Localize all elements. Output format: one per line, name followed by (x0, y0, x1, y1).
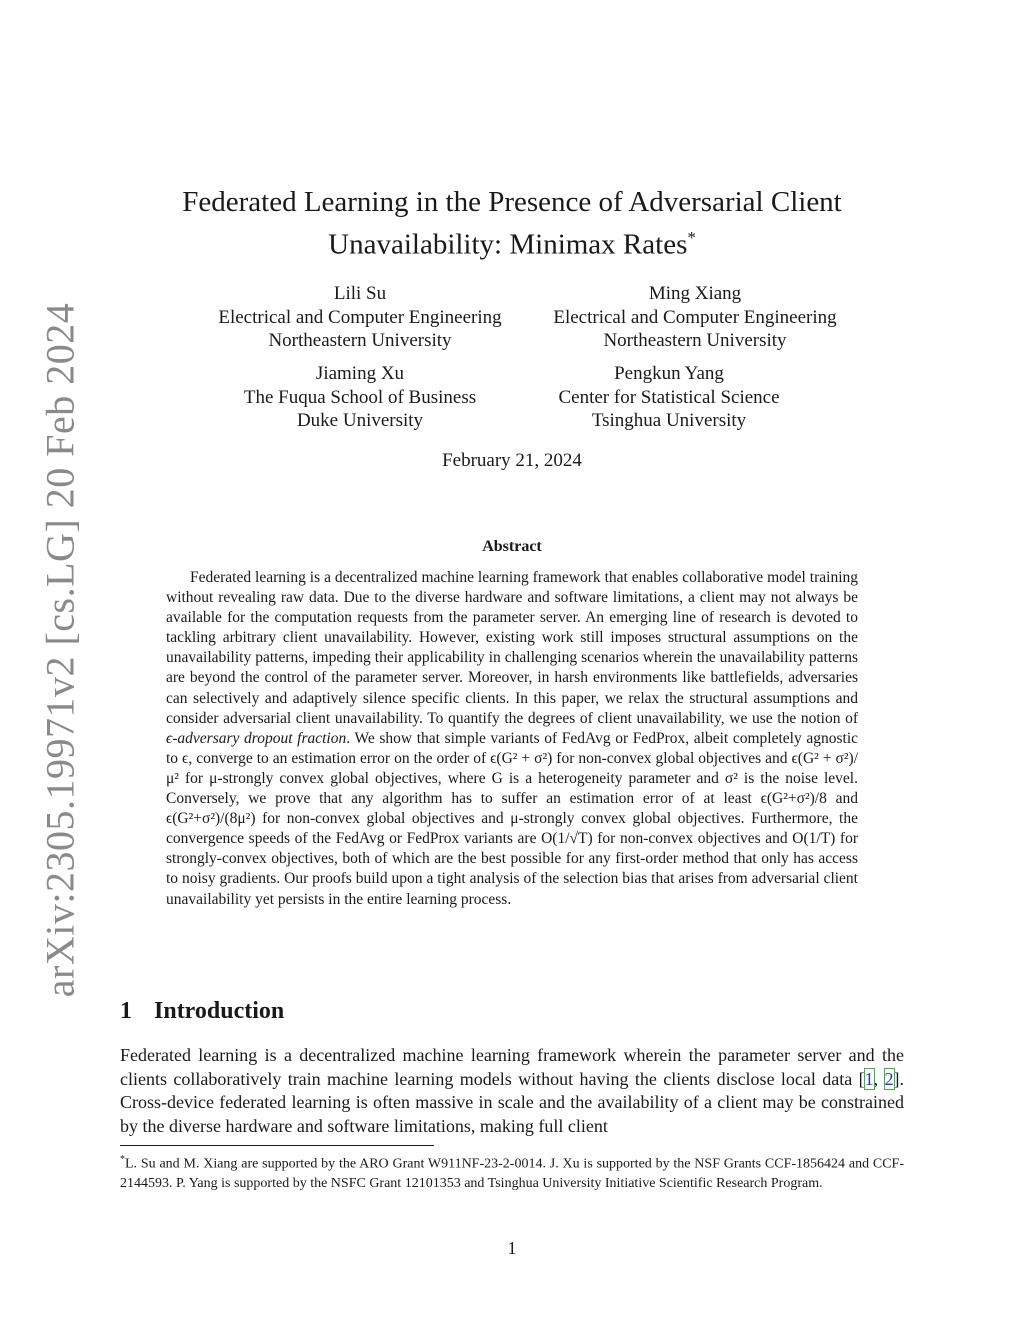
author-name: Pengkun Yang (614, 363, 724, 384)
author-name: Lili Su (333, 283, 387, 304)
author-block-yang (459, 362, 879, 433)
abstract-emphasis: ϵ-adversary dropout fraction (166, 729, 347, 747)
section-heading-introduction (120, 998, 284, 1025)
section-title: Introduction (154, 998, 285, 1024)
paper-title (0, 184, 1024, 263)
citation-link-1[interactable]: 1 (864, 1068, 874, 1089)
footnote-text: L. Su and M. Xiang are supported by the ARO Grant W911NF-23-2-0014. J. Xu is supported by the NSF Grants CCF-1856424 and CCF-2144593. P. Yang is supported by the NSFC Grant 12101353 and Tsinghua University Initiative Scientific Research Program. (120, 1156, 904, 1191)
arxiv-identifier-stamp: arXiv:2305.19971v2 [cs.LG] 20 Feb 2024 (37, 302, 83, 998)
citation-separator: , (873, 1068, 885, 1089)
intro-text-part-2: ]. Cross-device federated learning is often massive in scale and the availability of a client may be constrained by the diverse hardware and software limitations, making full client (120, 1068, 905, 1136)
author-institution: Tsinghua University (591, 410, 747, 431)
section-number: 1 (120, 998, 132, 1024)
author-institution: Duke University (296, 410, 424, 431)
paper-title-line-1: Federated Learning in the Presence of Adversarial Client (182, 186, 842, 218)
citation-link-2[interactable]: 2 (884, 1068, 894, 1089)
introduction-paragraph (120, 1044, 904, 1138)
publication-date: February 21, 2024 (442, 450, 582, 471)
title-footnote-mark: * (687, 228, 696, 247)
paper-title-line-2: Unavailability: Minimax Rates (328, 228, 688, 261)
abstract-text-part-2: . We show that simple variants of FedAvg or FedProx, albeit completely agnostic to ϵ, converge to an estimation error on the order of ϵ(G² + σ²) for non-convex global objectives and ϵ(G² + σ²)/μ² for μ-strongly convex global objectives, where G is a heterogeneity parameter and σ² is the noise level. Conversely, we prove that any algorithm has to suffer an estimation error of at least ϵ(G²+σ²)/8 and ϵ(G²+σ²)/(8μ²) for non-convex global objectives and μ-strongly convex global objectives. Furthermore, the convergence speeds of the FedAvg or FedProx variants are O(1/√T) for non-convex objectives and O(1/T) for strongly-convex objectives, both of which are the best possible for any first-order method that only has access to noisy gradients. Our proofs build upon a tight analysis of the selection bias that arises from adversarial client unavailability yet persists in the entire learning process. (166, 729, 859, 908)
author-department: Electrical and Computer Engineering (218, 306, 502, 328)
page-number: 1 (507, 1238, 517, 1258)
author-institution: Northeastern University (603, 330, 787, 351)
author-name: Jiaming Xu (315, 363, 405, 384)
footnote-mark: * (120, 1154, 125, 1165)
abstract-text (166, 568, 858, 910)
author-department: The Fuqua School of Business (243, 386, 477, 408)
funding-footnote (120, 1150, 904, 1193)
abstract-text-part-1: Federated learning is a decentralized machine learning framework that enables collaborative model training without revealing raw data. Due to the diverse hardware and software limitations, a client may not always be available for the computation requests from the parameter server. An emerging line of research is devoted to tackling arbitrary client unavailability. However, existing work still imposes structural assumptions on the unavailability patterns, impeding their applicability in challenging scenarios wherein the unavailability patterns are beyond the control of the parameter server. Moreover, in harsh environments like battlefields, adversaries can selectively and adaptively silence specific clients. In this paper, we relax the structural assumptions and consider adversarial client unavailability. To quantify the degrees of client unavailability, we use the notion of (166, 569, 858, 727)
author-department: Electrical and Computer Engineering (553, 306, 837, 328)
abstract-heading: Abstract (482, 538, 542, 555)
footnote-divider (120, 1145, 434, 1146)
intro-text-part-1: Federated learning is a decentralized machine learning framework wherein the parameter server and the clients collaboratively train machine learning models without having the clients disclose local data [ (120, 1045, 904, 1089)
author-department: Center for Statistical Science (558, 386, 780, 408)
author-name: Ming Xiang (648, 283, 742, 304)
author-institution: Northeastern University (268, 330, 452, 351)
author-block-xiang (485, 282, 905, 353)
